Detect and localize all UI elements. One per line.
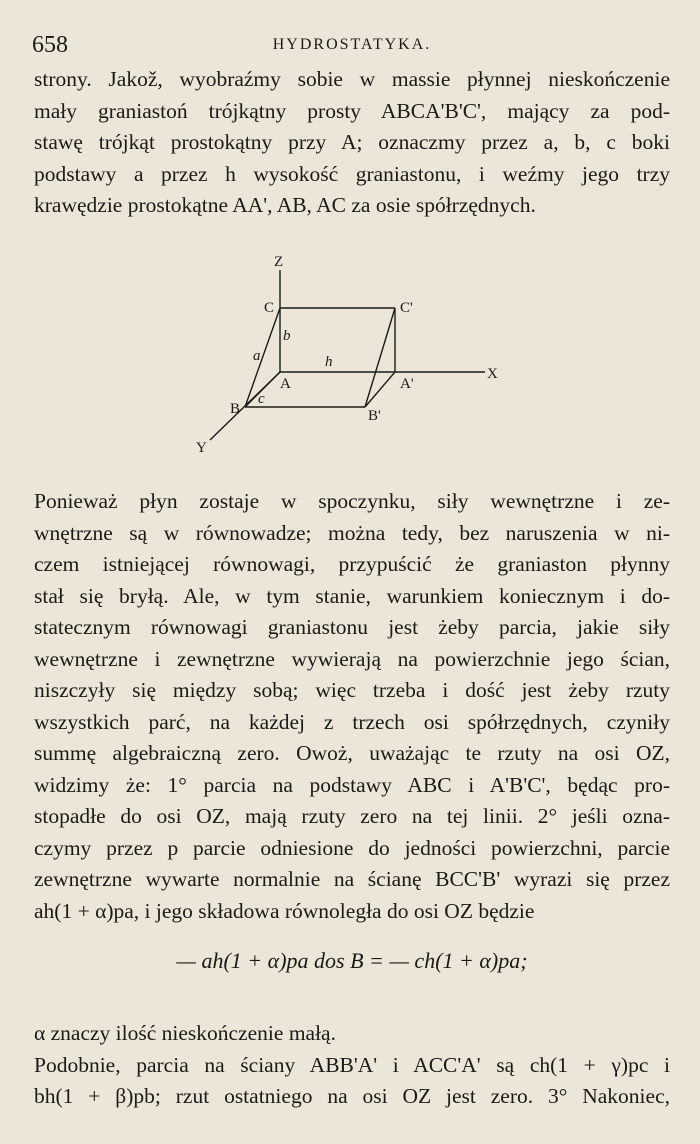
text-line: podstawy a przez h wysokość graniastonu, i weźmy jego trzy: [34, 161, 670, 186]
label-a-point: A: [280, 376, 291, 392]
edge-c-prime-b-prime: [365, 308, 395, 407]
paragraph-equilibrium: [34, 486, 670, 927]
text-line: zewnętrzne wywarte normalnie na ścianę BCC'B' wyrazi się przez: [34, 867, 670, 891]
paragraph-intro: [34, 64, 670, 222]
label-b-point: B: [230, 401, 241, 417]
text-line: α znaczy ilość nieskończenie małą.: [34, 1021, 336, 1045]
text-line: wnętrzne są w równowadze; można tedy, bez naruszenia w ni-: [34, 520, 670, 545]
text-line: czem istniejącej równowagi, przypuścić że graniaston płynny: [34, 552, 670, 576]
label-c-prime: C': [400, 300, 413, 316]
prism-diagram: [140, 240, 520, 470]
edge-a-prime-b-prime: [365, 372, 395, 407]
text-line: strony. Jakož, wyobraźmy sobie w massie płynnej nieskończenie: [34, 67, 670, 91]
label-z: Z: [274, 254, 284, 270]
page-header: [32, 32, 672, 62]
text-line: czymy przez p parcie odniesione do jedności powierzchni, parcie: [34, 835, 670, 860]
label-a: a: [253, 348, 261, 364]
running-title: HYDROSTATYKA.: [272, 36, 432, 53]
text-line: ah(1 + α)pa, i jego składowa równoległa do osi OZ będzie: [34, 898, 535, 923]
text-line: krawędzie prostokątne AA', AB, AC za osie spółrzędnych.: [34, 193, 536, 217]
prism-figure: [140, 240, 520, 470]
text-line: wewnętrzne i zewnętrzne wywierają na powierzchnie jego ścian,: [34, 646, 670, 671]
text-line: statecznym równowagi graniastonu jest żeby parcia, jakie siły: [34, 615, 670, 639]
equation: — ah(1 + α)pa dos B = — ch(1 + α)pa;: [176, 948, 528, 973]
text-line: bh(1 + β)pb; rzut ostatniego na osi OZ jest zero. 3° Nakoniec,: [34, 1084, 670, 1108]
paragraph-similarly: [34, 1018, 670, 1113]
page-number: 658: [32, 32, 68, 58]
text-line: mały graniastoń trójkątny prosty ABCA'B'C', mający za pod-: [34, 98, 670, 123]
label-b-prime: B': [368, 408, 381, 424]
text-line: wszystkich parć, na każdej z trzech osi spółrzędnych, czyniły: [34, 709, 670, 734]
text-line: stawę trójkąt prostokątny przy A; oznaczmy przez a, b, c boki: [34, 130, 670, 154]
label-c-edge: c: [258, 391, 265, 407]
label-y: Y: [196, 440, 207, 456]
label-b: b: [283, 328, 291, 344]
label-a-prime: A': [400, 376, 414, 392]
text-line: widzimy że: 1° parcia na podstawy ABC i A'B'C', będąc pro-: [34, 772, 670, 797]
text-line: Ponieważ płyn zostaje w spoczynku, siły wewnętrzne i ze-: [34, 489, 670, 513]
text-line: Podobnie, parcia na ściany ABB'A' i ACC'A' są ch(1 + γ)pc i: [34, 1052, 670, 1077]
label-h: h: [325, 354, 333, 370]
text-line: summę algebraiczną zero. Owoż, uważając te rzuty na osi OZ,: [34, 741, 670, 765]
label-x: X: [487, 366, 498, 382]
text-line: niszczyły się między sobą; więc trzeba i dość jest żeby rzuty: [34, 678, 670, 702]
text-line: stopadłe do osi OZ, mają rzuty zero na tej linii. 2° jeśli ozna-: [34, 804, 670, 828]
label-c: C: [264, 300, 275, 316]
text-line: stał się bryłą. Ale, w tym stanie, warunkiem koniecznym i do-: [34, 583, 670, 608]
